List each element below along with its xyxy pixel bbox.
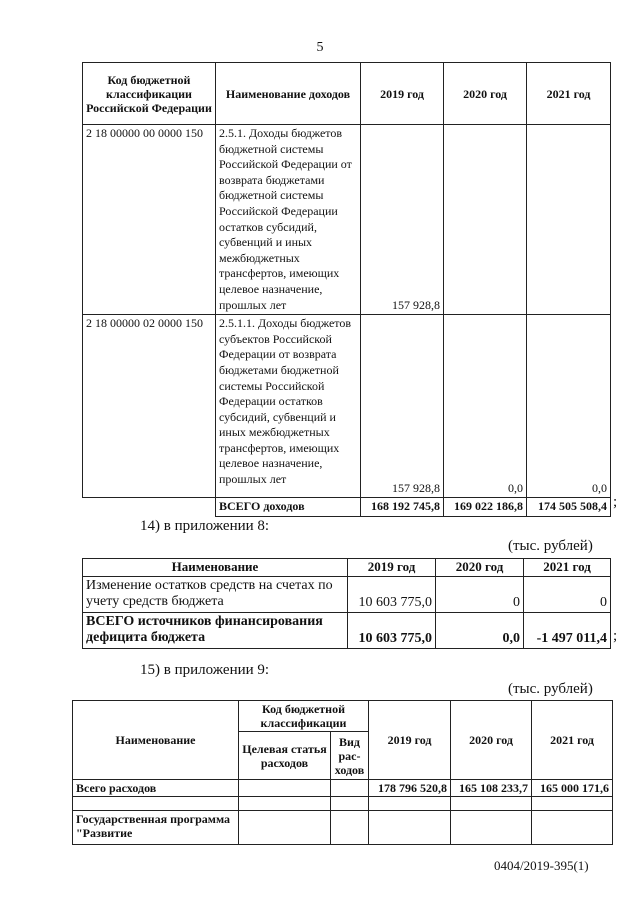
total-2020: 165 108 233,7 <box>451 780 532 797</box>
total-row <box>83 613 611 649</box>
header-target-article: Целевая статья расходов <box>239 732 331 780</box>
total-2020: 169 022 186,8 <box>444 498 527 517</box>
total-2019: 10 603 775,0 <box>348 613 436 649</box>
row-2020: 0 <box>436 577 524 613</box>
page-number: 5 <box>316 40 324 55</box>
trailing-semicolon: ; <box>613 628 618 644</box>
row-name: Государственная программа "Развитие <box>73 811 239 845</box>
row-2019: 157 928,8 <box>361 125 444 315</box>
header-2019: 2019 год <box>361 63 444 125</box>
section-15-title: 15) в приложении 9: <box>140 662 270 678</box>
row-2021: 0,0 <box>527 315 611 498</box>
header-name: Наименование <box>83 559 348 577</box>
footer-code: 0404/2019-395(1) <box>494 858 589 873</box>
header-code-group: Код бюджетной классификации <box>239 701 369 732</box>
income-table <box>82 62 611 517</box>
table-row <box>73 797 613 811</box>
header-expense-type: Вид рас-ходов <box>331 732 369 780</box>
row-name: 2.5.1.1. Доходы бюджетов субъектов Российской Федерации от возврата бюджетами бюджетной системы Российской Федерации остатков субсидий, субвенций и иных межбюджетных трансфертов, имеющих целевое назначение, прошлых лет <box>216 315 361 498</box>
header-2021: 2021 год <box>532 701 613 780</box>
header-2021: 2021 год <box>524 559 611 577</box>
total-label: Всего расходов <box>73 780 239 797</box>
total-2019: 168 192 745,8 <box>361 498 444 517</box>
header-2020: 2020 год <box>451 701 532 780</box>
total-2021: 174 505 508,4 <box>527 498 611 517</box>
header-2021: 2021 год <box>527 63 611 125</box>
row-2019: 10 603 775,0 <box>348 577 436 613</box>
section-15-unit: (тыс. рублей) <box>508 681 593 697</box>
header-2020: 2020 год <box>444 63 527 125</box>
row-2020 <box>444 125 527 315</box>
total-2021: 165 000 171,6 <box>532 780 613 797</box>
header-name: Наименование доходов <box>216 63 361 125</box>
total-row <box>83 498 611 517</box>
header-name: Наименование <box>73 701 239 780</box>
row-2021 <box>527 125 611 315</box>
expenses-table <box>72 700 613 845</box>
section-14-unit: (тыс. рублей) <box>508 538 593 554</box>
financing-table <box>82 558 611 649</box>
row-code: 2 18 00000 00 0000 150 <box>83 125 216 315</box>
total-2021: -1 497 011,4 <box>524 613 611 649</box>
header-2019: 2019 год <box>348 559 436 577</box>
row-2020: 0,0 <box>444 315 527 498</box>
total-2019: 178 796 520,8 <box>369 780 451 797</box>
row-code: 2 18 00000 02 0000 150 <box>83 315 216 498</box>
trailing-semicolon: ; <box>613 494 618 510</box>
row-2021: 0 <box>524 577 611 613</box>
table-row <box>83 315 611 498</box>
row-name: 2.5.1. Доходы бюджетов бюджетной системы Российской Федерации от возврата бюджетами бюджетной системы Российской Федерации остатков субсидий, субвенций и иных межбюджетных трансфертов, имеющих целевое назначение, прошлых лет <box>216 125 361 315</box>
row-name: Изменение остатков средств на счетах по учету средств бюджета <box>83 577 348 613</box>
header-2020: 2020 год <box>436 559 524 577</box>
header-code: Код бюджетной классификации Российской Федерации <box>83 63 216 125</box>
total-label: ВСЕГО источников финансирования дефицита бюджета <box>83 613 348 649</box>
table-row <box>83 125 611 315</box>
row-2019: 157 928,8 <box>361 315 444 498</box>
header-2019: 2019 год <box>369 701 451 780</box>
total-row <box>73 780 613 797</box>
section-14-title: 14) в приложении 8: <box>140 518 270 534</box>
table-row <box>73 811 613 845</box>
table-row <box>83 577 611 613</box>
total-label: ВСЕГО доходов <box>216 498 361 517</box>
total-2020: 0,0 <box>436 613 524 649</box>
